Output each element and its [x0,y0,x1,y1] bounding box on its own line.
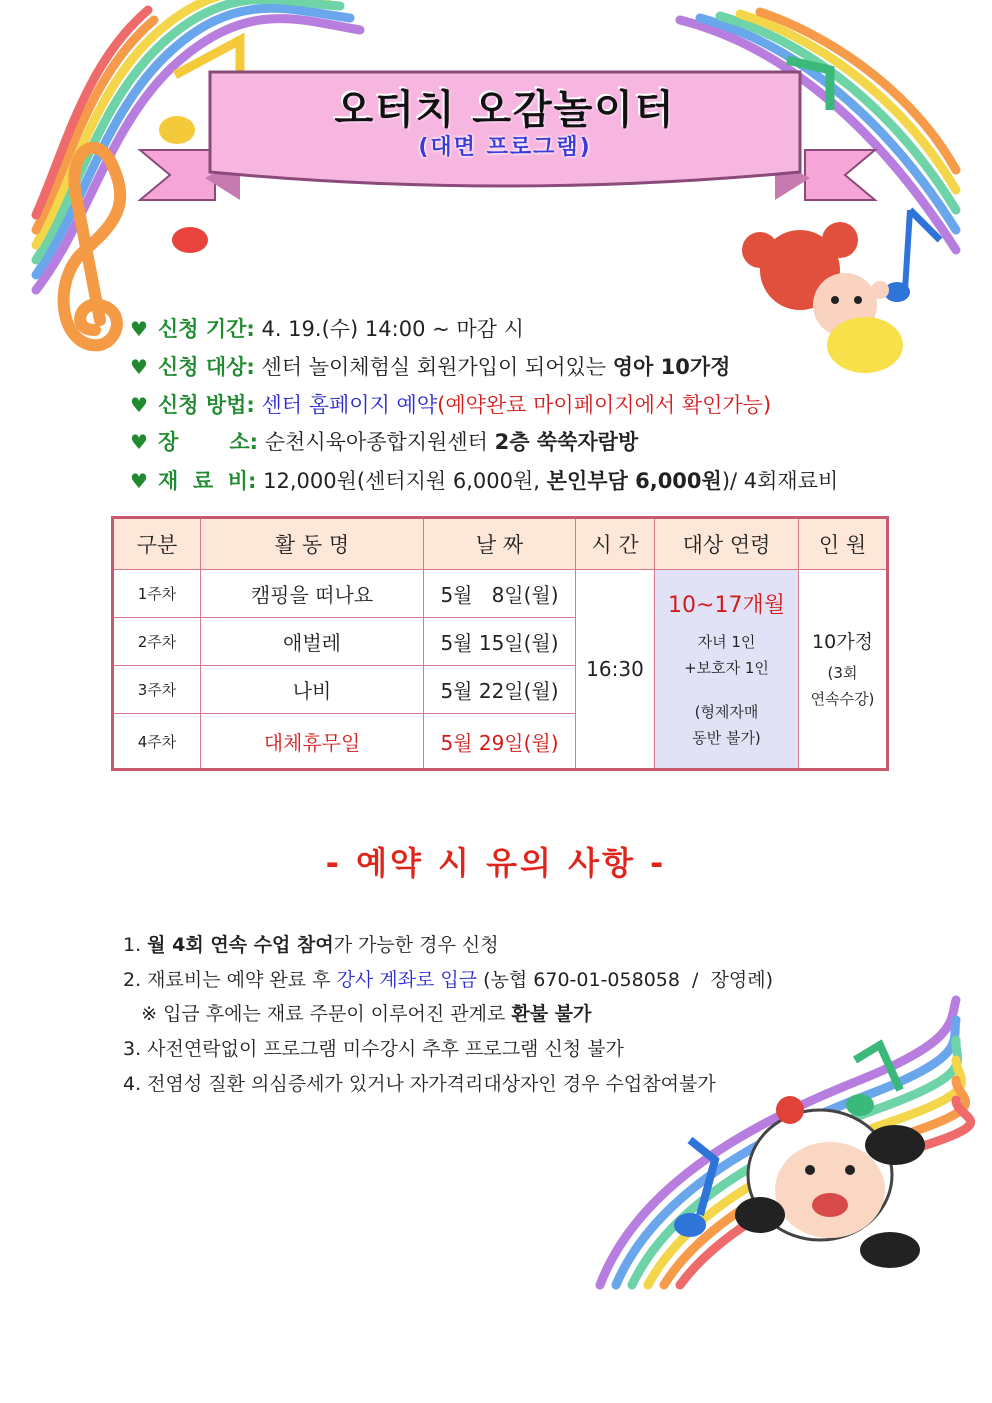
week-cell: 2주차 [113,618,201,666]
note-item [123,1002,591,1026]
activity-cell: 대체휴무일 [201,714,424,770]
page-subtitle: (대면 프로그램) [418,135,592,160]
header-activity: 활 동 명 [201,518,424,570]
info-value: )/ 4회재료비 [721,469,839,493]
info-item [130,392,771,418]
page-title: 오터치 오감놀이터 [334,87,676,133]
note-text: (농협 670-01-058058 / 장영례) [477,969,773,991]
notes-title: - 예약 시 유의 사항 - [325,844,667,882]
info-label: 신청 대상: [157,355,255,379]
heart-icon: ♥ [130,317,148,341]
info-item [130,429,638,455]
info-value: 순천시육아종합지원센터 [258,430,495,454]
table-row [113,570,888,618]
header-week: 구분 [113,518,201,570]
note-text: ※ 입금 후에는 재료 주문이 이루어진 관계로 [123,1003,512,1025]
info-item [130,468,838,494]
note-text: 1. [123,934,148,956]
info-value: 12,000원(센터지원 6,000원, [256,469,547,493]
note-item [123,933,499,957]
age-line: 자녀 1인 [697,632,756,651]
info-label: 신청 방법: [157,393,255,417]
time-cell: 16:30 [576,570,655,770]
age-line: (형제자매 [694,702,759,721]
count-line: 연속수강) [810,689,875,708]
header-date: 날 짜 [424,518,576,570]
count-main: 10가정 [812,630,873,653]
info-item [130,316,524,342]
info-value: 영아 10가정 [612,355,731,379]
info-value: 센터 홈페이지 예약 [254,393,438,417]
week-cell: 1주차 [113,570,201,618]
note-item [123,968,773,992]
info-label: 재 료 비: [157,469,257,493]
info-value: 2층 쑥쑥자람방 [494,430,639,454]
header-count: 인 원 [799,518,888,570]
date-cell: 5월 8일(월) [424,570,576,618]
info-value: 4. 19.(수) 14:00 ~ 마감 시 [254,317,524,341]
note-text: 월 4회 연속 수업 참여 [147,934,334,956]
age-line: +보호자 1인 [684,658,769,677]
note-item [123,1037,624,1061]
date-cell: 5월 15일(월) [424,618,576,666]
table-header-row [113,518,888,570]
week-cell: 3주차 [113,666,201,714]
info-value: (예약완료 마이페이지에서 확인가능) [437,393,772,417]
count-line: (3회 [827,663,858,682]
note-item [123,1072,716,1096]
activity-cell: 애벌레 [201,618,424,666]
note-text: 강사 계좌로 입금 [336,969,478,991]
heart-icon: ♥ [130,393,148,417]
heart-icon: ♥ [130,469,148,493]
note-text: 2. 재료비는 예약 완료 후 [123,969,337,991]
age-cell [655,570,799,770]
note-text: 3. 사전연락없이 프로그램 미수강시 추후 프로그램 신청 불가 [123,1038,624,1060]
crab-character-icon [742,222,903,373]
activity-cell: 나비 [201,666,424,714]
note-text: 환불 불가 [511,1003,592,1025]
date-cell: 5월 22일(월) [424,666,576,714]
info-label: 장 소: [157,430,259,454]
age-range: 10~17개월 [668,592,785,618]
date-cell: 5월 29일(월) [424,714,576,770]
heart-icon: ♥ [130,355,148,379]
header-age: 대상 연령 [655,518,799,570]
heart-icon: ♥ [130,430,148,454]
age-line: 동반 불가) [692,728,761,747]
week-cell: 4주차 [113,714,201,770]
note-text: 가 가능한 경우 신청 [333,934,499,956]
info-item [130,354,730,380]
activity-cell: 캠핑을 떠나요 [201,570,424,618]
info-value: 본인부담 6,000원 [546,469,722,493]
note-text: 4. 전염성 질환 의심증세가 있거나 자가격리대상자인 경우 수업참여불가 [123,1073,716,1095]
header-time: 시 간 [576,518,655,570]
info-value: 센터 놀이체험실 회원가입이 되어있는 [254,355,613,379]
count-cell [799,570,888,770]
info-label: 신청 기간: [157,317,255,341]
schedule-table [111,516,889,771]
